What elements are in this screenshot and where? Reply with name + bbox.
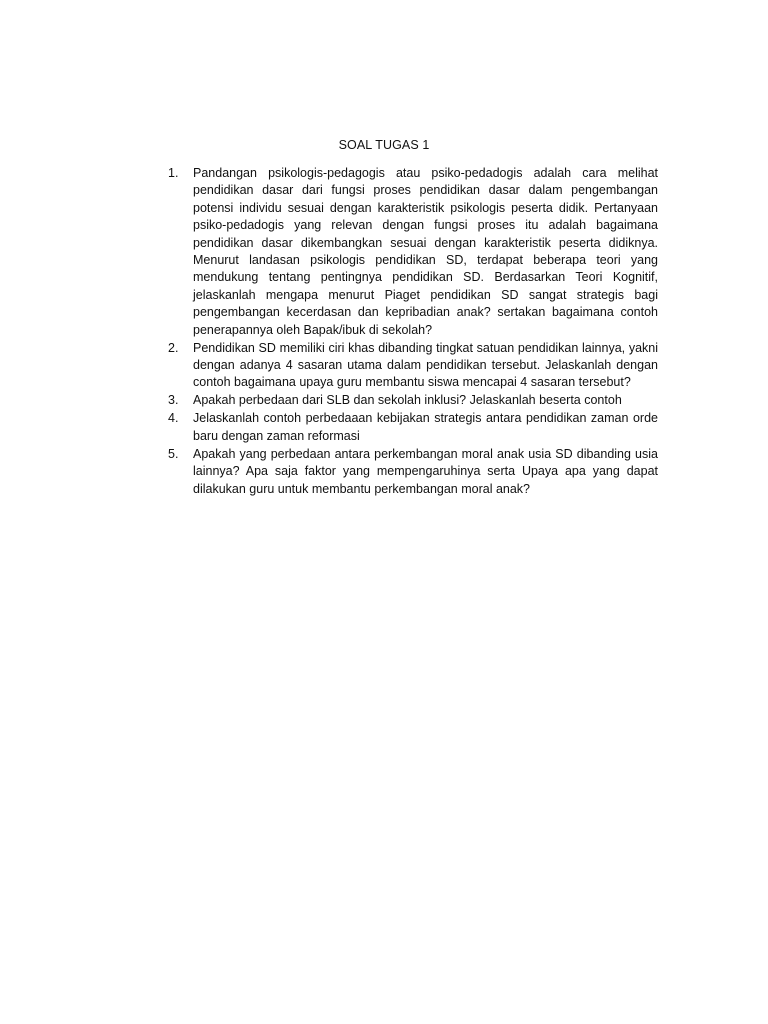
question-text: Apakah perbedaan dari SLB dan sekolah inklusi? Jelaskanlah beserta contoh [193,393,622,408]
document-title: SOAL TUGAS 1 [338,138,430,152]
question-text: Jelaskanlah contoh perbedaaan kebijakan strategis antara pendidikan zaman orde baru dengan zaman reformasi [193,411,658,443]
question-text: Pendidikan SD memiliki ciri khas dibanding tingkat satuan pendidikan lainnya, yakni dengan adanya 4 sasaran utama dalam pendidikan tersebut. Jelaskanlah dengan contoh bagaimana upaya guru membantu siswa mencapai 4 sasaran tersebut? [193,340,658,390]
question-text: Pandangan psikologis-pedagogis atau psiko-pedadogis adalah cara melihat pendidikan dasar dari fungsi proses pendidikan dasar dalam pengembangan potensi individu sesuai dengan karakteristik psikologis peserta didik. Pertanyaan psiko-pedadogis yang relevan dengan fungsi proses itu adalah bagaimana pendidikan dasar dikembangkan sesuai dengan karakteristik peserta didiknya. Menurut landasan psikologis pendidikan SD, terdapat beberapa teori yang mendukung tentang pentingnya pendidikan SD. Berdasarkan Teori Kognitif, jelaskanlah mengapa menurut Piaget pendidikan SD sangat strategis bagi pengembangan kecerdasan dan kepribadian anak? sertakan bagaimana contoh penerapannya oleh Bapak/ibuk di sekolah? [193,166,658,337]
question-number: 5. [168,446,179,461]
question-number: 2. [168,340,179,355]
question-item-1 [168,165,658,339]
question-item-4 [168,410,658,445]
question-item-2 [168,340,658,392]
question-list [168,165,658,498]
question-number: 4. [168,411,179,426]
question-item-3 [168,392,658,409]
question-text: Apakah yang perbedaan antara perkembangan moral anak usia SD dibanding usia lainnya? Apa saja faktor yang mempengaruhinya serta Upaya apa yang dapat dilakukan guru untuk membantu perkembangan moral anak? [193,446,658,496]
question-number: 1. [168,166,179,180]
question-item-5 [168,446,658,498]
question-number: 3. [168,393,179,408]
